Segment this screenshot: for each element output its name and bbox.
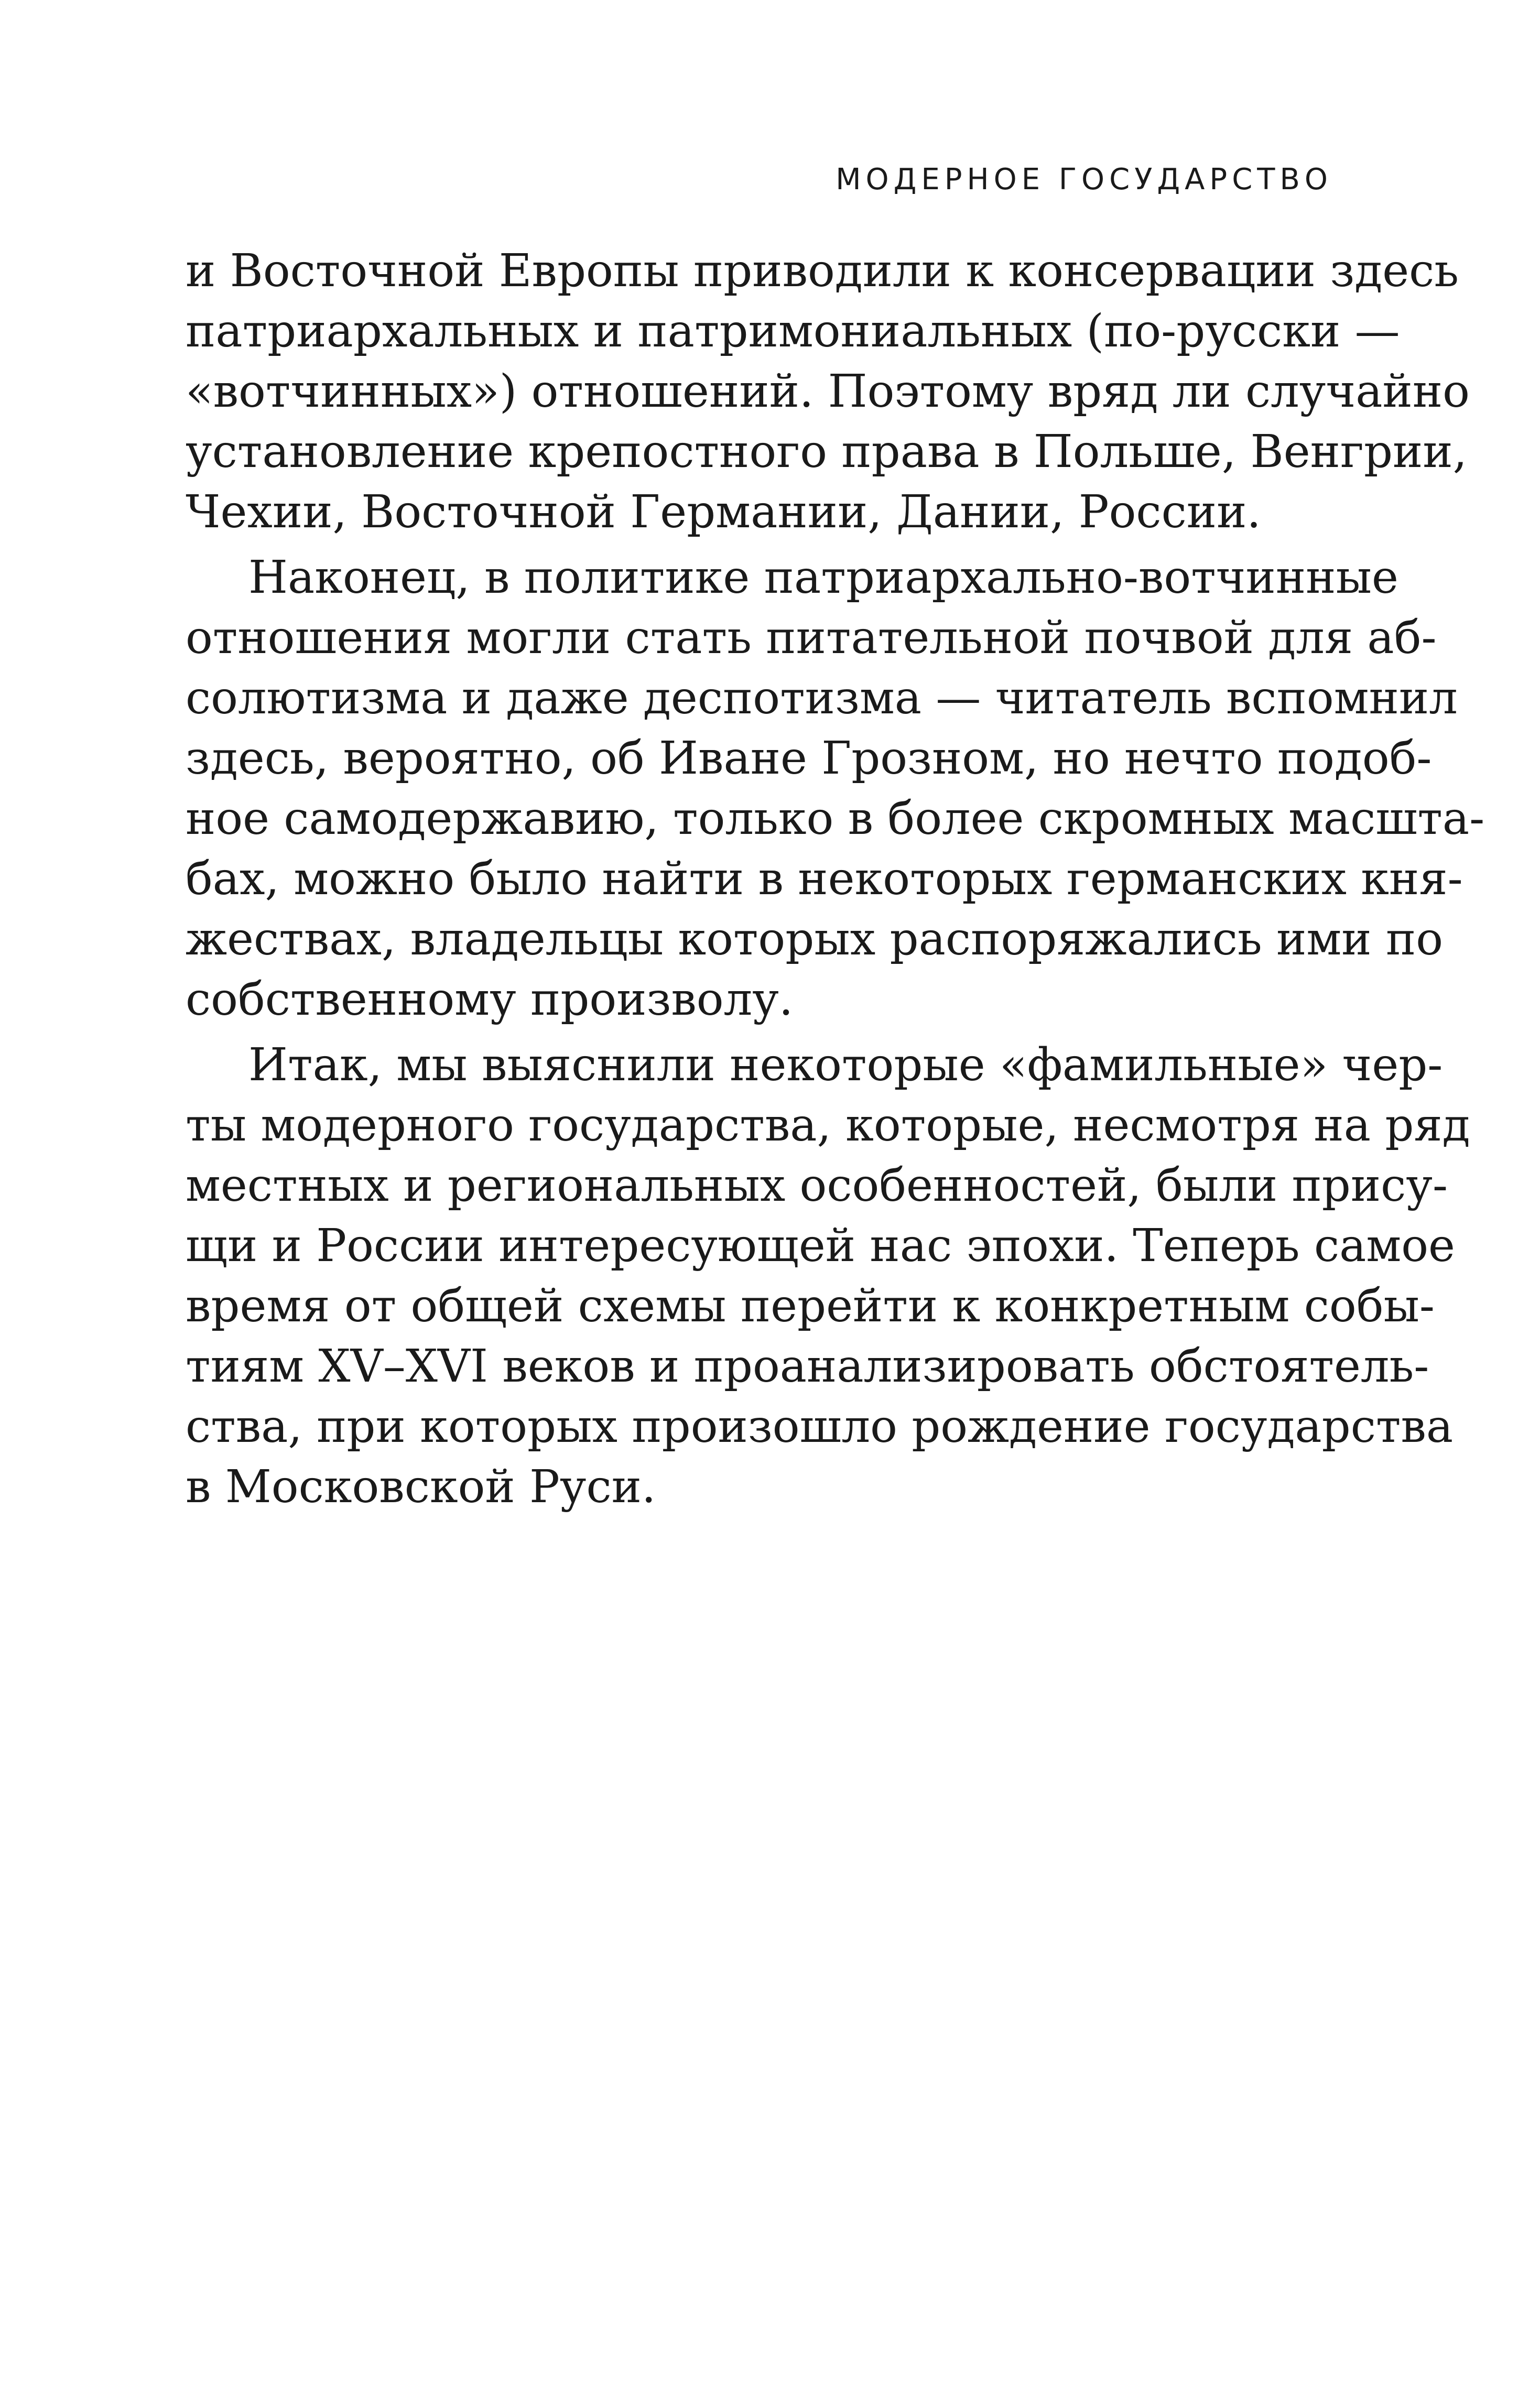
text-line: собственному произволу. — [186, 973, 794, 1026]
text-line: бах, можно было найти в некоторых германских кня- — [186, 853, 1463, 905]
text-line: здесь, вероятно, об Иване Грозном, но нечто подоб- — [186, 732, 1432, 785]
text-line: жествах, владельцы которых распоряжались ими по — [186, 913, 1444, 965]
paragraph-3 — [186, 1035, 1470, 1517]
text-line: отношения могли стать питательной почвой для аб- — [186, 612, 1437, 664]
text-line: патриархальных и патримониальных (по-русски — — [186, 305, 1400, 357]
text-line: Итак, мы выяснили некоторые «фамильные» чер- — [248, 1039, 1443, 1091]
text-line: «вотчинных») отношений. Поэтому вряд ли случайно — [186, 365, 1470, 418]
text-line: тиям XV–XVI веков и проанализировать обстоятель- — [186, 1340, 1429, 1393]
text-line: Наконец, в политике патриархально-вотчинные — [248, 551, 1398, 604]
text-line: ное самодержавию, только в более скромных масшта- — [186, 792, 1485, 845]
paragraph-1 — [186, 241, 1470, 542]
text-line: щи и России интересующей нас эпохи. Теперь самое — [186, 1220, 1455, 1272]
paragraph-2 — [186, 548, 1485, 1030]
running-head: МОДЕРНОЕ ГОСУДАРСТВО — [836, 162, 1332, 197]
text-line: солютизма и даже деспотизма — читатель вспомнил — [186, 672, 1458, 724]
body-text — [186, 241, 1485, 1517]
text-line: время от общей схемы перейти к конкретным собы- — [186, 1280, 1435, 1332]
text-line: в Московской Руси. — [186, 1461, 656, 1513]
text-line: Чехии, Восточной Германии, Дании, России. — [186, 486, 1261, 538]
text-line: и Восточной Европы приводили к консервации здесь — [186, 245, 1459, 297]
text-line: ты модерного государства, которые, несмотря на ряд — [186, 1099, 1470, 1152]
text-line: ства, при которых произошло рождение государства — [186, 1400, 1454, 1453]
text-line: местных и региональных особенностей, были прису- — [186, 1159, 1448, 1212]
text-line: установление крепостного права в Польше, Венгрии, — [186, 426, 1467, 478]
